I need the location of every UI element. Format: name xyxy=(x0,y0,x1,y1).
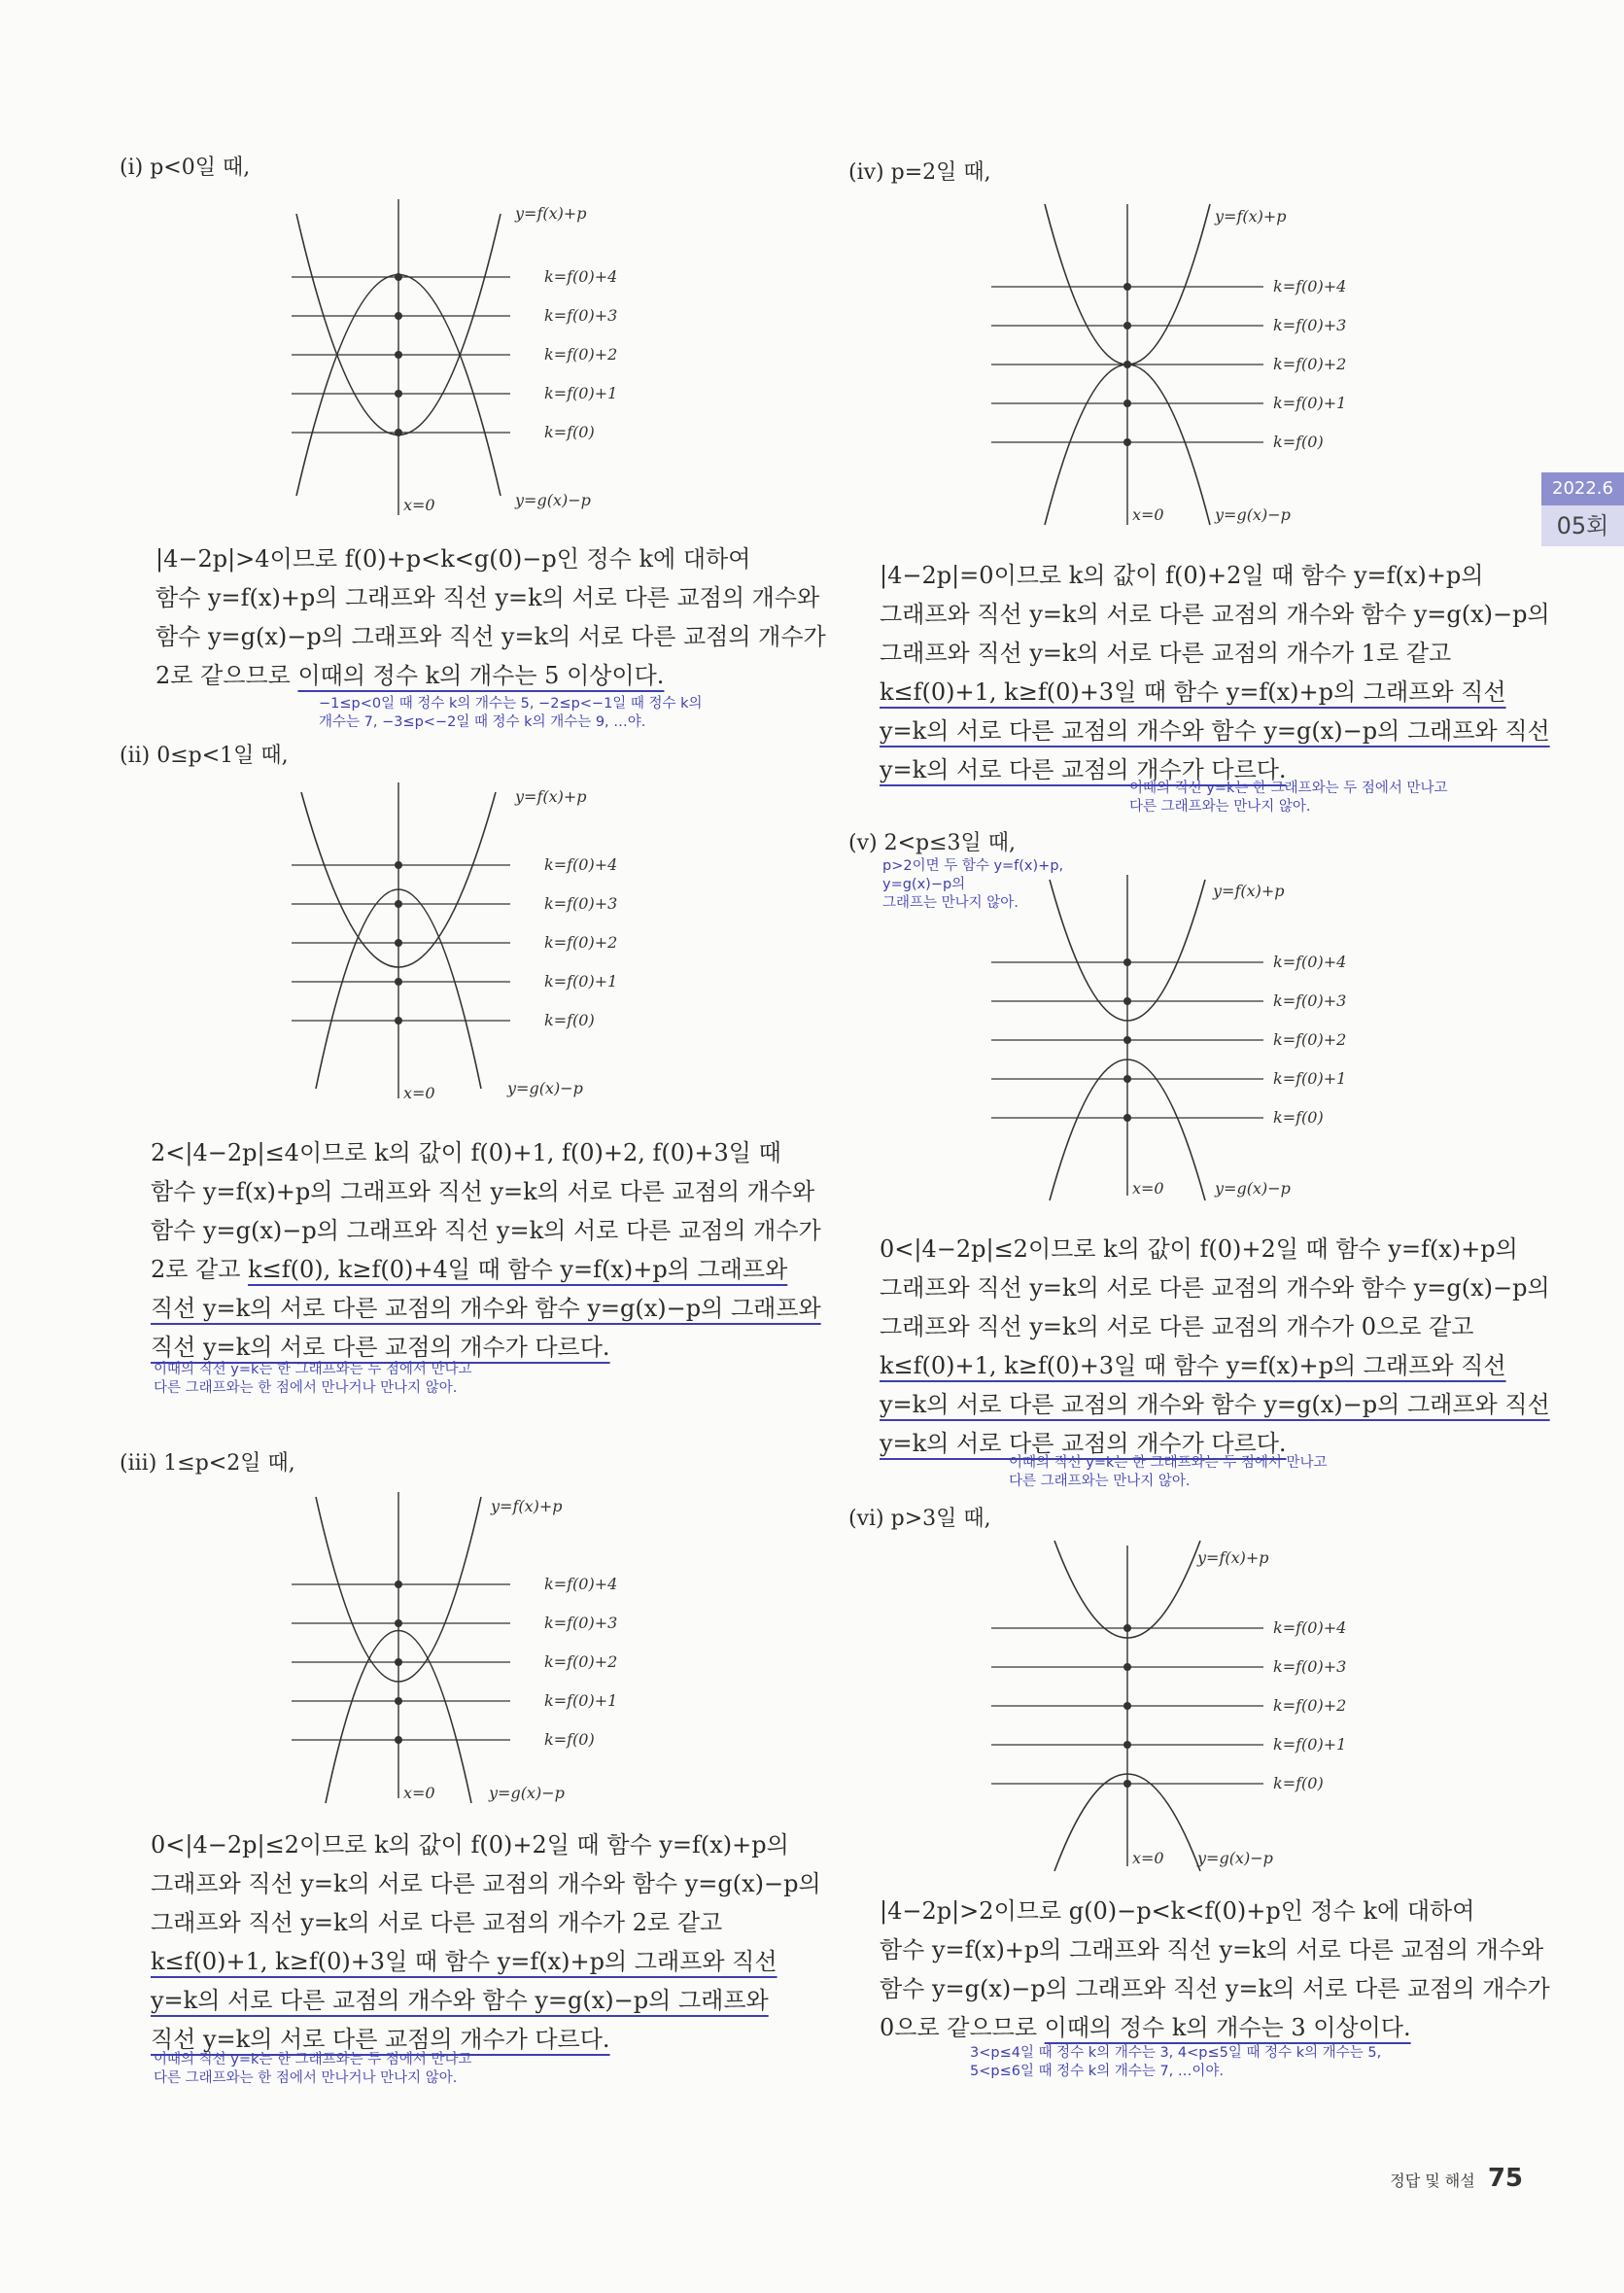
svg-text:k=f(0)+1: k=f(0)+1 xyxy=(1273,394,1347,412)
svg-text:k=f(0)+4: k=f(0)+4 xyxy=(544,855,618,874)
svg-text:k=f(0)+3: k=f(0)+3 xyxy=(544,1614,618,1632)
case-iii-heading: (iii) 1≤p<2일 때, xyxy=(120,1451,295,1476)
svg-text:k=f(0)+2: k=f(0)+2 xyxy=(1273,1030,1347,1049)
side-tab-year: 2022.6 xyxy=(1541,472,1624,505)
svg-text:k=f(0)+1: k=f(0)+1 xyxy=(544,972,618,990)
svg-text:y=f(x)+p: y=f(x)+p xyxy=(1213,882,1285,900)
label-yf: y=f(x)+p xyxy=(515,204,587,223)
case-i-note: −1≤p<0일 때 정수 k의 개수는 5, −2≤p<−1일 때 정수 k의 개수는 7, −3≤p<−2일 때 정수 k의 개수는 9, …야. xyxy=(319,696,703,730)
case-v-graph xyxy=(982,870,1390,1205)
svg-text:k=f(0): k=f(0) xyxy=(1273,433,1324,451)
side-tab-round: 05회 xyxy=(1541,505,1624,546)
svg-text:y=f(x)+p: y=f(x)+p xyxy=(515,787,587,806)
svg-text:x=0: x=0 xyxy=(1132,1849,1164,1867)
svg-text:k=f(0)+1: k=f(0)+1 xyxy=(1273,1069,1347,1088)
case-i-graph xyxy=(253,194,661,525)
case-v-heading: (v) 2<p≤3일 때, xyxy=(848,831,1017,855)
footer-label: 정답 및 해설 xyxy=(1390,2171,1475,2190)
svg-text:y=f(x)+p: y=f(x)+p xyxy=(1197,1548,1269,1567)
case-ii-graph xyxy=(253,778,661,1108)
svg-text:k=f(0): k=f(0) xyxy=(1273,1774,1324,1792)
svg-text:x=0: x=0 xyxy=(1132,505,1164,524)
case-i-text: |4−2p|>4이므로 f(0)+p<k<g(0)−p인 정수 k에 대하여 함수 y=f(x)+p의 그래프와 직선 y=k의 서로 다른 교점의 개수와 함수 y=g(x)−p의 그래프와 직선 y=k의 서로 다른 교점의 개수가 2로 같으므로 이때의 정수 k의 개수는 5 이상이다. xyxy=(155,545,826,689)
case-iii-graph xyxy=(253,1487,661,1808)
svg-text:k=f(0)+4: k=f(0)+4 xyxy=(1273,953,1347,971)
svg-text:k=f(0)+1: k=f(0)+1 xyxy=(544,1691,618,1710)
svg-text:y=g(x)−p: y=g(x)−p xyxy=(489,1784,565,1802)
case-iii-text: 0<|4−2p|≤2이므로 k의 값이 f(0)+2일 때 함수 y=f(x)+p의 그래프와 직선 y=k의 서로 다른 교점의 개수와 함수 y=g(x)−p의 그래프와 직선 y=k의 서로 다른 교점의 개수가 2로 같고 k≤f(0)+1, k≥f(0)+3일 때 함수 y=f(x)+p의 그래프와 직선 y=k의 서로 다른 교점의 개수와 함수 y=g(x)−p의 그래프와 직선 y=k의 서로 다른 교점의 개수가 다르다. xyxy=(151,1831,821,2053)
svg-text:k=f(0)+3: k=f(0)+3 xyxy=(1273,316,1347,334)
svg-text:k=f(0): k=f(0) xyxy=(544,1011,595,1029)
svg-text:y=g(x)−p: y=g(x)−p xyxy=(1215,1179,1291,1198)
case-v-side-note: p>2이면 두 함수 y=f(x)+p, y=g(x)−p의 그래프는 만나지 않아. xyxy=(882,858,1064,911)
svg-text:k=f(0)+4: k=f(0)+4 xyxy=(544,267,618,286)
svg-text:k=f(0)+3: k=f(0)+3 xyxy=(544,306,618,325)
page-number: 75 xyxy=(1487,2164,1523,2193)
case-i-heading: (i) p<0일 때, xyxy=(120,156,251,180)
svg-text:y=g(x)−p: y=g(x)−p xyxy=(1215,505,1291,524)
svg-text:k=f(0): k=f(0) xyxy=(1273,1108,1324,1127)
svg-text:x=0: x=0 xyxy=(403,1784,435,1802)
case-ii-text: 2<|4−2p|≤4이므로 k의 값이 f(0)+1, f(0)+2, f(0)+3일 때 함수 y=f(x)+p의 그래프와 직선 y=k의 서로 다른 교점의 개수와 함수 y=g(x)−p의 그래프와 직선 y=k의 서로 다른 교점의 개수가 2로 같고 k≤f(0), k≥f(0)+4일 때 함수 y=f(x)+p의 그래프와 직선 y=k의 서로 다른 교점의 개수와 함수 y=g(x)−p의 그래프와 직선 y=k의 서로 다른 교점의 개수가 다르다. xyxy=(151,1139,821,1361)
case-iv-heading: (iv) p=2일 때, xyxy=(848,160,991,185)
svg-text:y=g(x)−p: y=g(x)−p xyxy=(507,1079,583,1097)
case-vi-heading: (vi) p>3일 때, xyxy=(848,1507,991,1531)
label-yg: y=g(x)−p xyxy=(515,491,591,509)
svg-text:x=0: x=0 xyxy=(403,1084,435,1102)
case-iii-note: 이때의 직선 y=k는 한 그래프와는 두 점에서 만나고 다른 그래프와는 한 점에서 만나거나 만나지 않아. xyxy=(154,2052,472,2086)
case-vi-note: 3<p≤4일 때 정수 k의 개수는 3, 4<p≤5일 때 정수 k의 개수는 5, 5<p≤6일 때 정수 k의 개수는 7, …이야. xyxy=(970,2045,1382,2079)
svg-text:k=f(0): k=f(0) xyxy=(544,423,595,441)
svg-text:y=f(x)+p: y=f(x)+p xyxy=(491,1497,563,1515)
svg-text:k=f(0)+4: k=f(0)+4 xyxy=(1273,1618,1347,1637)
case-v-text: 0<|4−2p|≤2이므로 k의 값이 f(0)+2일 때 함수 y=f(x)+p의 그래프와 직선 y=k의 서로 다른 교점의 개수와 함수 y=g(x)−p의 그래프와 직선 y=k의 서로 다른 교점의 개수가 0으로 같고 k≤f(0)+1, k≥f(0)+3일 때 함수 y=f(x)+p의 그래프와 직선 y=k의 서로 다른 교점의 개수와 함수 y=g(x)−p의 그래프와 직선 y=k의 서로 다른 교점의 개수가 다르다. xyxy=(880,1235,1550,1457)
svg-text:k=f(0): k=f(0) xyxy=(544,1730,595,1749)
svg-text:k=f(0)+1: k=f(0)+1 xyxy=(544,384,618,402)
svg-text:x=0: x=0 xyxy=(1132,1179,1164,1198)
svg-text:k=f(0)+2: k=f(0)+2 xyxy=(1273,355,1347,373)
svg-text:k=f(0)+4: k=f(0)+4 xyxy=(1273,277,1347,295)
case-vi-graph xyxy=(982,1541,1390,1871)
svg-text:k=f(0)+1: k=f(0)+1 xyxy=(1273,1735,1347,1754)
case-vi-text: |4−2p|>2이므로 g(0)−p<k<f(0)+p인 정수 k에 대하여 함수 y=f(x)+p의 그래프와 직선 y=k의 서로 다른 교점의 개수와 함수 y=g(x)−p의 그래프와 직선 y=k의 서로 다른 교점의 개수가 0으로 같으므로 이때의 정수 k의 개수는 3 이상이다. xyxy=(880,1897,1550,2041)
svg-text:k=f(0)+3: k=f(0)+3 xyxy=(1273,1657,1347,1676)
case-iv-graph xyxy=(982,199,1390,530)
case-iv-note: 이때의 직선 y=k는 한 그래프와는 두 점에서 만나고 다른 그래프와는 만나지 않아. xyxy=(1129,781,1448,815)
svg-text:k=f(0)+3: k=f(0)+3 xyxy=(544,894,618,913)
case-v-note: 이때의 직선 y=k는 한 그래프와는 두 점에서 만나고 다른 그래프와는 만나지 않아. xyxy=(1009,1455,1328,1489)
svg-text:k=f(0)+3: k=f(0)+3 xyxy=(1273,991,1347,1010)
page-footer xyxy=(1390,2164,1523,2193)
svg-text:x=0: x=0 xyxy=(403,496,435,514)
svg-text:y=f(x)+p: y=f(x)+p xyxy=(1215,207,1287,226)
case-ii-note: 이때의 직선 y=k는 한 그래프와는 두 점에서 만나고 다른 그래프와는 한 점에서 만나거나 만나지 않아. xyxy=(154,1362,472,1396)
svg-text:k=f(0)+4: k=f(0)+4 xyxy=(544,1575,618,1593)
svg-text:k=f(0)+2: k=f(0)+2 xyxy=(1273,1696,1347,1715)
case-ii-heading: (ii) 0≤p<1일 때, xyxy=(120,744,289,768)
svg-text:y=g(x)−p: y=g(x)−p xyxy=(1197,1849,1273,1867)
svg-text:k=f(0)+2: k=f(0)+2 xyxy=(544,1652,618,1671)
svg-text:k=f(0)+2: k=f(0)+2 xyxy=(544,933,618,952)
case-iv-text: |4−2p|=0이므로 k의 값이 f(0)+2일 때 함수 y=f(x)+p의 그래프와 직선 y=k의 서로 다른 교점의 개수와 함수 y=g(x)−p의 그래프와 직선 y=k의 서로 다른 교점의 개수가 1로 같고 k≤f(0)+1, k≥f(0)+3일 때 함수 y=f(x)+p의 그래프와 직선 y=k의 서로 다른 교점의 개수와 함수 y=g(x)−p의 그래프와 직선 y=k의 서로 다른 교점의 개수가 다르다. xyxy=(880,562,1550,783)
svg-text:k=f(0)+2: k=f(0)+2 xyxy=(544,345,618,364)
